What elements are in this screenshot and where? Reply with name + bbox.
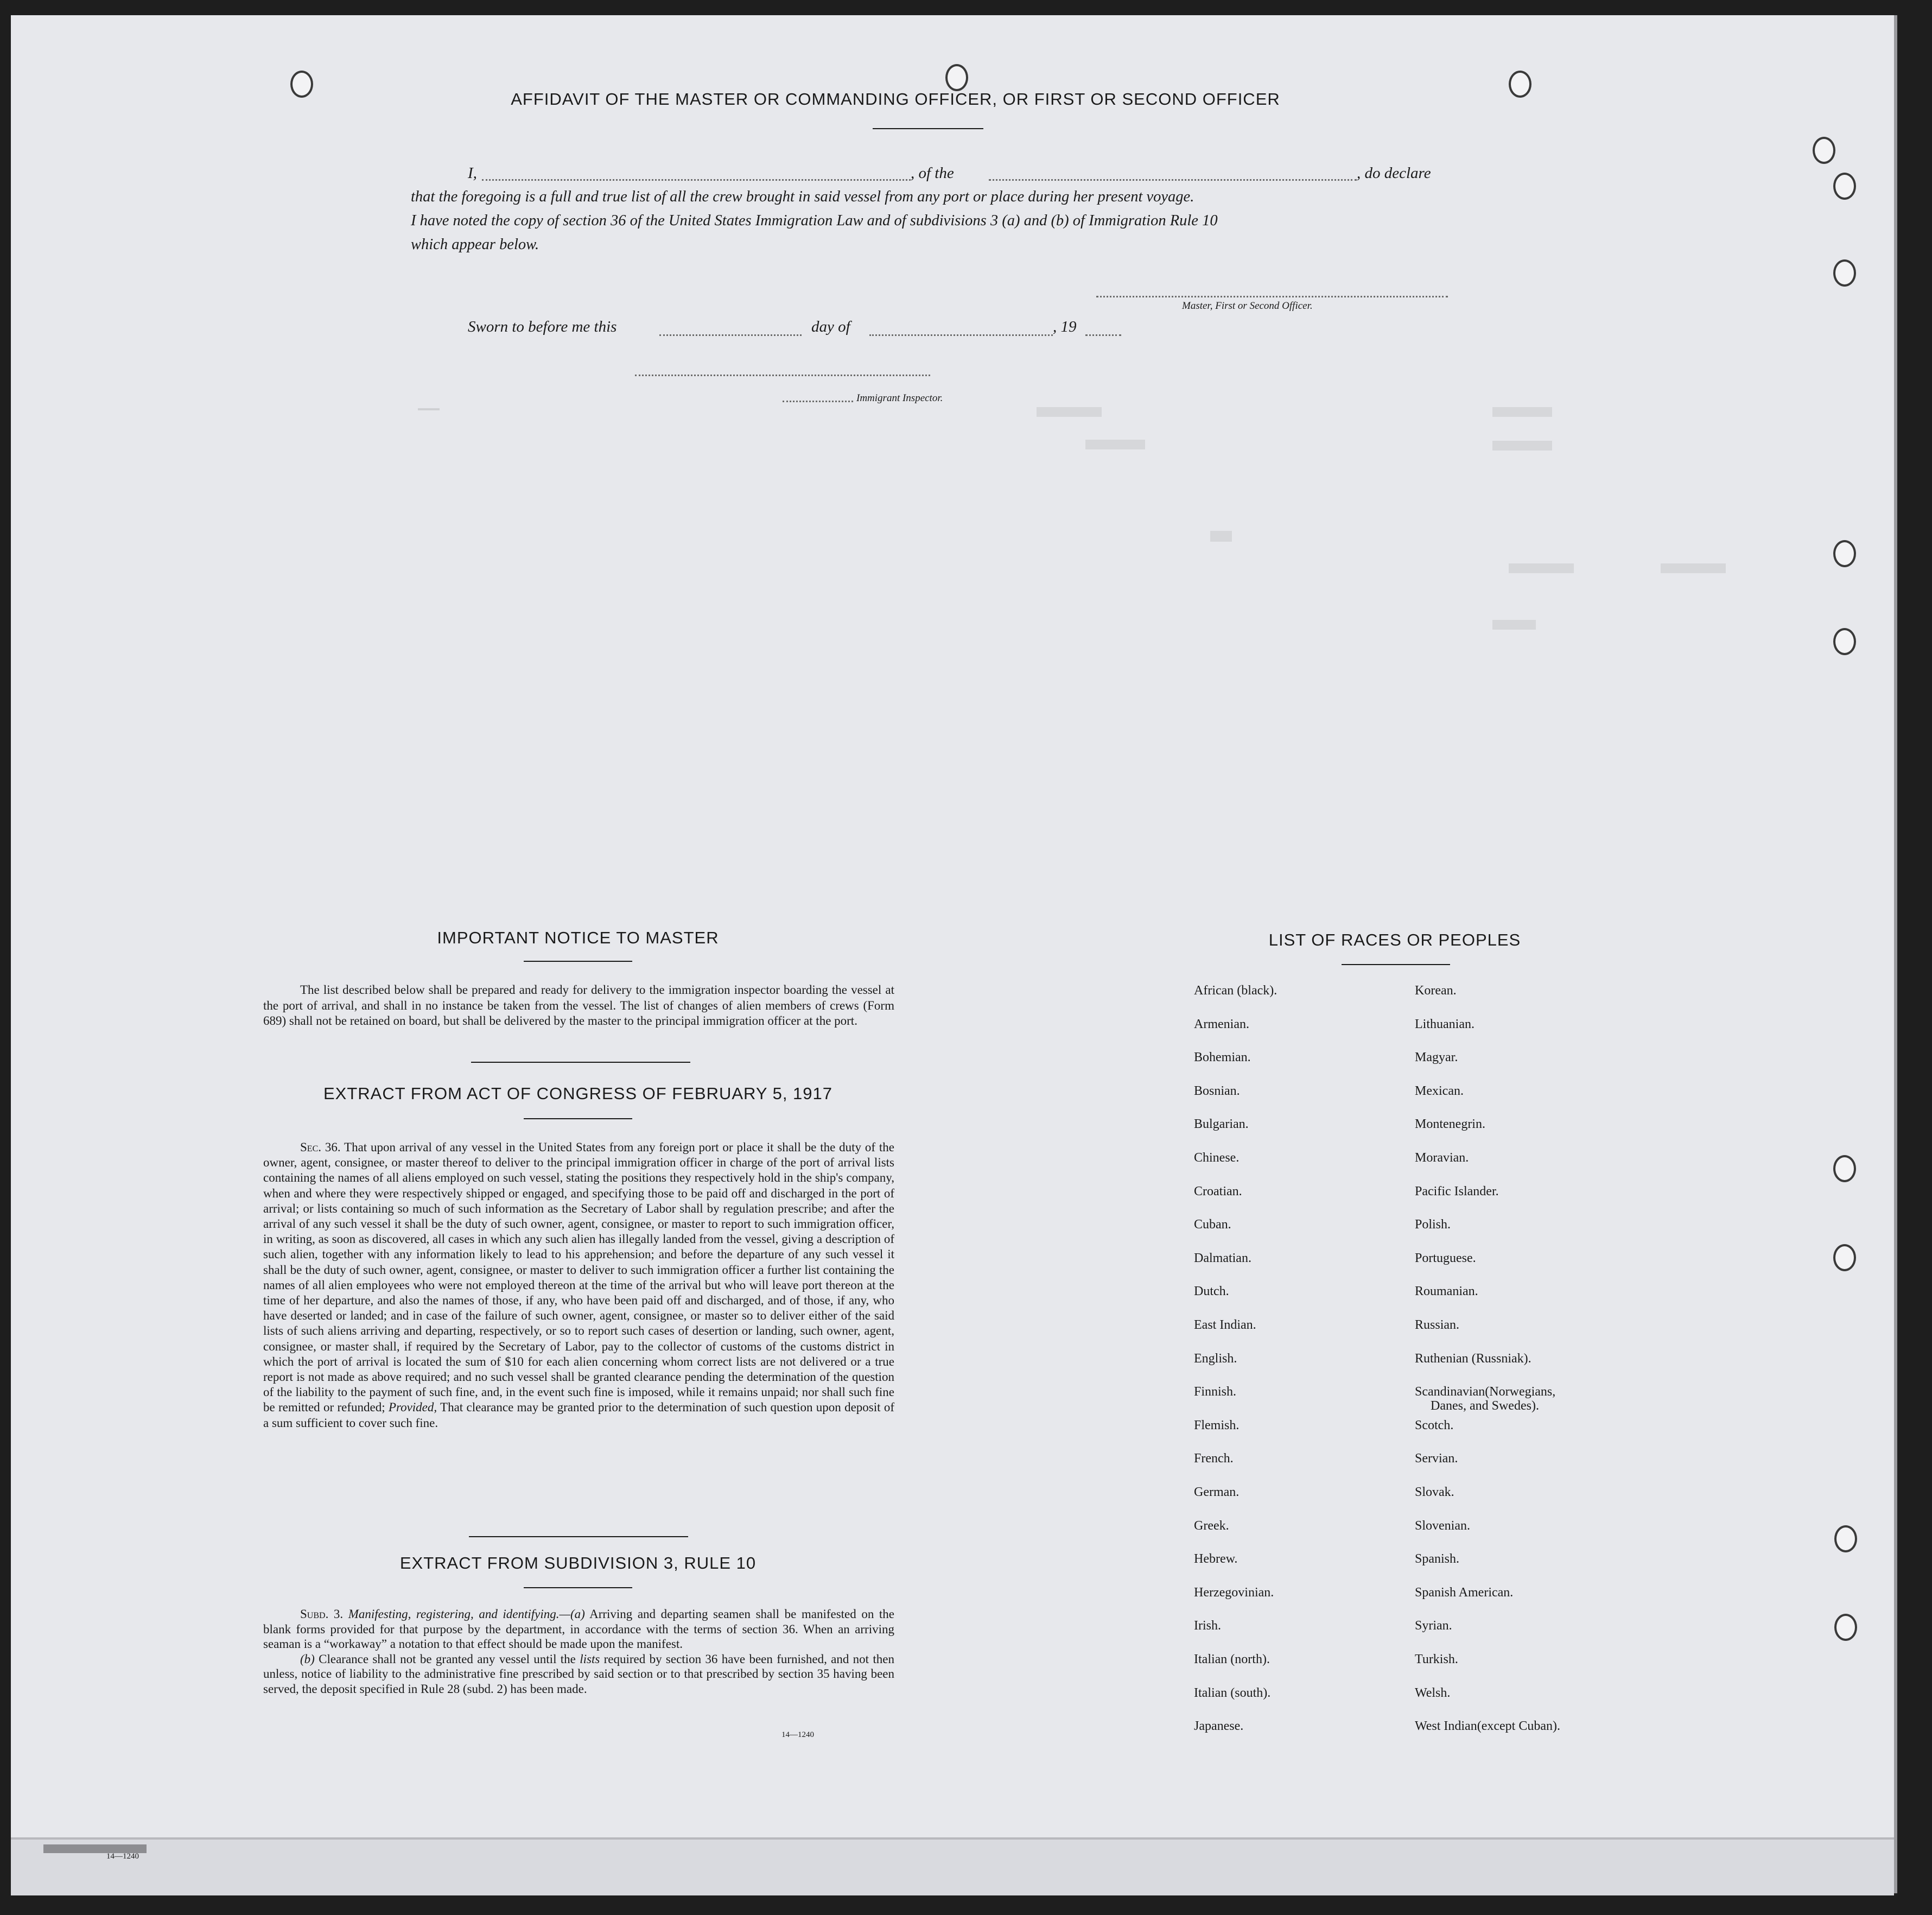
race-item: Korean. [1415, 984, 1457, 998]
punch-hole-icon [1509, 71, 1531, 98]
punch-hole-icon [290, 71, 313, 98]
sworn-year-label: , 19 [1053, 318, 1077, 335]
race-item: Herzegovinian. [1194, 1585, 1274, 1600]
rule-form-number: 14—1240 [781, 1730, 814, 1739]
b-label: (b) [300, 1652, 315, 1666]
act-body [263, 1140, 894, 1431]
race-item-continuation: Danes, and Swedes). [1431, 1399, 1539, 1413]
race-item: Ruthenian (Russniak). [1415, 1351, 1531, 1366]
race-item: Dalmatian. [1194, 1251, 1251, 1265]
affidavit-line3: I have noted the copy of section 36 of the United States Immigration Law and of subdivisions 3 (a) and (b) of Immigration Rule 10 [411, 212, 1218, 229]
race-item: Greek. [1194, 1518, 1229, 1533]
b-text-2: required by section 36 have been furnished, and not then unless, notice of liability to the administrative fine prescribed by said section or to that prescribed by section 35 having been served, the deposit specified in Rule 28 (subd. 2) has been made. [263, 1652, 895, 1696]
signature-field[interactable] [1096, 296, 1448, 297]
punch-hole-icon [1833, 628, 1856, 655]
affidavit-line1-start: I, [468, 164, 477, 182]
affidavit-line2: that the foregoing is a full and true list of all the crew brought in said vessel from any port or place during her present voyage. [411, 188, 1194, 205]
affidavit-title: AFFIDAVIT OF THE MASTER OR COMMANDING OFFICER, OR FIRST OR SECOND OFFICER [511, 90, 1280, 109]
race-item: German. [1194, 1485, 1240, 1499]
signature-label: Master, First or Second Officer. [1182, 300, 1313, 312]
race-item: Moravian. [1415, 1151, 1469, 1165]
vessel-field[interactable] [989, 179, 1357, 181]
sworn-day-field[interactable] [659, 334, 802, 336]
rule-underline [524, 1587, 632, 1588]
race-item: Cuban. [1194, 1218, 1231, 1232]
race-item: Flemish. [1194, 1418, 1240, 1432]
affidavit-line1-end: , do declare [1357, 164, 1431, 182]
act-underline [524, 1118, 632, 1119]
race-item: Dutch. [1194, 1284, 1229, 1299]
punch-hole-icon [1834, 1614, 1857, 1641]
race-item: Magyar. [1415, 1050, 1458, 1065]
race-item: English. [1194, 1351, 1237, 1366]
race-item: Spanish. [1415, 1552, 1460, 1567]
title-underline [873, 128, 983, 129]
race-item: Polish. [1415, 1218, 1451, 1232]
race-item: West Indian(except Cuban). [1415, 1719, 1560, 1734]
race-item: African (black). [1194, 984, 1278, 998]
punch-hole-icon [1834, 1525, 1857, 1552]
race-item: Italian (south). [1194, 1685, 1271, 1700]
sworn-year-field[interactable] [1085, 334, 1121, 336]
sworn-day-label: day of [811, 318, 850, 335]
race-item: Finnish. [1194, 1385, 1237, 1399]
inspector-signature-lead [783, 401, 853, 402]
race-item: Croatian. [1194, 1184, 1242, 1199]
rule-body [263, 1607, 894, 1696]
race-item: Armenian. [1194, 1017, 1249, 1031]
race-item: Spanish American. [1415, 1585, 1514, 1600]
sec-label: Sec. 36. [300, 1140, 341, 1154]
provided-word: Provided, [388, 1400, 437, 1415]
inspector-label: Immigrant Inspector. [856, 392, 943, 404]
race-item: Lithuanian. [1415, 1017, 1475, 1031]
race-item: Russian. [1415, 1318, 1460, 1332]
race-item: Bulgarian. [1194, 1117, 1249, 1132]
subd-heading: Manifesting, registering, and identifying.—(a) [348, 1607, 585, 1621]
race-item: Scandinavian(Norwegians, [1415, 1385, 1556, 1399]
notice-title: IMPORTANT NOTICE TO MASTER [437, 928, 719, 947]
race-item: Syrian. [1415, 1619, 1452, 1633]
race-item: Pacific Islander. [1415, 1184, 1499, 1199]
underlying-sheet-edge [11, 1837, 1894, 1895]
punch-hole-icon [1833, 259, 1856, 287]
rule-title: EXTRACT FROM SUBDIVISION 3, RULE 10 [399, 1553, 757, 1572]
race-item: Welsh. [1415, 1685, 1451, 1700]
race-item: Montenegrin. [1415, 1117, 1485, 1132]
act-text-end: That clearance may be granted prior to the determination of such question upon deposit of a sum sufficient to cover such fine. [263, 1400, 895, 1430]
punch-hole-icon [1833, 173, 1856, 200]
race-item: French. [1194, 1451, 1234, 1466]
race-item: Servian. [1415, 1451, 1458, 1466]
notice-body: The list described below shall be prepared and ready for delivery to the immigration inspector boarding the vessel at the port of arrival, and shall in no instance be taken from the vessel. The list of changes of alien members of crews (Form 689) shall not be retained on board, but shall be delivered by the master to the principal immigration officer at the port. [263, 983, 894, 1028]
footer-form-number: 14—1240 [106, 1852, 139, 1861]
act-text: That upon arrival of any vessel in the United States from any foreign port or place it shall be the duty of the owner, agent, consignee, or master thereof to deliver to the principal immigration officer in charge of the port of arrival lists containing the names of all aliens employed on such vessel, stating the positions they respectively hold in the ship's company, when and where they were respectively shipped or engaged, and specifying those to be paid off and discharged in the port of arrival; or lists containing so much of such information as the Secretary of Labor shall by regulation prescribe; and after the arrival of any such vessel it shall be the duty of such owner, agent, consignee, or master to report to such immigration officer, in writing, as soon as discovered, all cases in which any such alien has illegally landed from the vessel, giving a description of such alien, together with any information likely to lead to his apprehension; and before the departure of any such vessel it shall be the duty of such owner, agent, consignee, or master to deliver to such immigration officer a further list containing the names of all alien employees who were not employed thereon at the time of the arrival but who will leave port thereon at the time of her departure, and also the names of those, if any, who have been paid off and discharged, and of those, if any, who have deserted or landed; and in case of the failure of such owner, agent, consignee, or master so to deliver either of the said lists of such aliens arriving and departing, respectively, or so to report such cases of desertion or landing, such owner, agent, consignee, or master shall, if required by the Secretary of Labor, pay to the collector of customs of the customs district in which the port of arrival is located the sum of $10 for each alien concerning whom correct lists are not delivered or a true report is not made as above required; and no such vessel shall be granted clearance pending the determination of the question of the liability to the payment of such fine, and, in the event such fine is imposed, while it remains unpaid; nor shall such fine be remitted or refunded; [263, 1140, 894, 1415]
punch-hole-icon [945, 64, 968, 91]
races-title: LIST OF RACES OR PEOPLES [1268, 930, 1521, 949]
b-text-1: Clearance shall not be granted any vessel until the [319, 1652, 576, 1666]
race-item: Chinese. [1194, 1151, 1240, 1165]
punch-hole-icon [1833, 1155, 1856, 1182]
sworn-text: Sworn to before me this [468, 318, 617, 335]
inspector-signature-field[interactable] [635, 375, 930, 376]
race-item: Roumanian. [1415, 1284, 1478, 1299]
race-item: Irish. [1194, 1619, 1221, 1633]
race-item: Turkish. [1415, 1652, 1458, 1666]
race-item: Japanese. [1194, 1719, 1244, 1734]
sworn-month-field[interactable] [869, 334, 1053, 336]
affidavit-line4: which appear below. [411, 236, 539, 253]
race-item: Portuguese. [1415, 1251, 1476, 1265]
section-divider [469, 1536, 688, 1537]
punch-hole-icon [1833, 540, 1856, 567]
notice-underline [524, 961, 632, 962]
name-field[interactable] [482, 179, 911, 181]
race-item: Scotch. [1415, 1418, 1454, 1432]
section-divider [471, 1062, 690, 1063]
race-item: Slovenian. [1415, 1518, 1470, 1533]
b-lists: lists [580, 1652, 600, 1666]
race-item: East Indian. [1194, 1318, 1256, 1332]
race-item: Slovak. [1415, 1485, 1454, 1499]
affidavit-line1-mid: , of the [911, 164, 954, 182]
races-underline [1342, 964, 1450, 965]
punch-hole-icon [1833, 1244, 1856, 1271]
punch-hole-icon [1813, 137, 1835, 164]
act-title: EXTRACT FROM ACT OF CONGRESS OF FEBRUARY 5, 1917 [323, 1084, 833, 1103]
subd-label: Subd. 3. [300, 1607, 344, 1621]
subd-a-text: Arriving and departing seamen shall be manifested on the blank forms provided for that purpose by the department, in accordance with the terms of section 36. When an arriving seaman is a “workaway” a notation to that effect should be made upon the manifest. [263, 1607, 894, 1651]
race-item: Italian (north). [1194, 1652, 1270, 1666]
race-item: Bohemian. [1194, 1050, 1251, 1065]
race-item: Bosnian. [1194, 1083, 1240, 1098]
race-item: Mexican. [1415, 1083, 1464, 1098]
race-item: Hebrew. [1194, 1552, 1238, 1567]
